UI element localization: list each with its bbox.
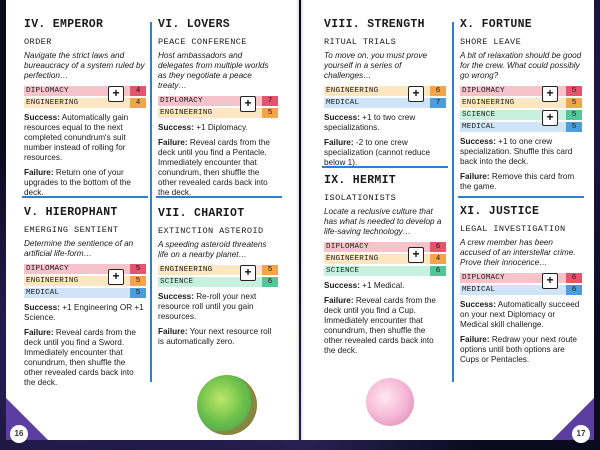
stat-value: 6 — [430, 266, 446, 276]
stat-list — [158, 96, 278, 118]
card-flavor-text: A bit of relaxation should be good for the crew. What could possibly go wrong? — [460, 51, 582, 80]
stat-name: ENGINEERING — [326, 255, 379, 263]
stat-value: 7 — [430, 98, 446, 108]
stat-bar-diplomacy — [24, 86, 146, 96]
page-number-right: 17 — [572, 425, 590, 443]
stat-value: 5 — [566, 110, 582, 120]
failure-text — [24, 168, 146, 198]
success-body: +1 Diplomacy. — [196, 123, 248, 132]
success-body: Automatically gain resources equal to the next completed conundrum's suit number instead of rolling for resources. — [24, 113, 129, 162]
card-subtitle: ISOLATIONISTS — [324, 193, 397, 203]
success-label: Success: — [158, 123, 194, 132]
failure-label: Failure: — [24, 168, 54, 177]
failure-text — [460, 335, 582, 365]
card-title: X. FORTUNE — [460, 18, 533, 31]
stat-name: DIPLOMACY — [462, 87, 505, 95]
stat-list — [324, 86, 446, 108]
failure-label: Failure: — [460, 335, 490, 344]
failure-text — [460, 172, 582, 192]
plus-icon: + — [408, 86, 424, 102]
success-body: Re-roll your next resource roll until you gain resources. — [158, 292, 257, 321]
plus-icon: + — [240, 96, 256, 112]
success-body: +1 Medical. — [362, 281, 405, 290]
failure-body: Reveal cards from the deck until you find a Pentacle. Immediately encounter that conundrum, then shuffle the other revealed cards back into the deck. — [158, 138, 270, 197]
stat-value: 4 — [430, 254, 446, 264]
stat-bar-engineering — [158, 265, 278, 275]
stat-value: 7 — [262, 96, 278, 106]
success-text — [158, 292, 278, 322]
stat-bar-diplomacy — [24, 264, 146, 274]
success-label: Success: — [460, 300, 496, 309]
card-title: VI. LOVERS — [158, 18, 231, 31]
stat-value: 5 — [566, 122, 582, 132]
card-flavor-text: Navigate the strict laws and bureaucracy of a system ruled by perfection… — [24, 51, 145, 80]
stat-name: ENGINEERING — [160, 266, 213, 274]
stat-bar-medical — [460, 122, 582, 132]
stat-name: SCIENCE — [160, 278, 194, 286]
card-subtitle: RITUAL TRIALS — [324, 37, 397, 47]
stat-value: 6 — [430, 86, 446, 96]
stat-value: 5 — [262, 265, 278, 275]
card-subtitle: PEACE CONFERENCE — [158, 37, 247, 47]
stat-bar-diplomacy — [460, 86, 582, 96]
stat-bar-diplomacy — [158, 96, 278, 106]
stat-bar-science — [324, 266, 446, 276]
failure-text — [158, 138, 278, 198]
failure-text — [24, 328, 146, 388]
stat-value: 5 — [566, 98, 582, 108]
stat-name: ENGINEERING — [462, 99, 515, 107]
stat-value: 6 — [262, 277, 278, 287]
stat-value: 6 — [566, 285, 582, 295]
success-body: +1 to one crew specialization. Shuffle this card back into the deck. — [460, 137, 573, 166]
success-body: Automatically succeed on your next Diplomacy or Medical skill challenge. — [460, 300, 580, 329]
stat-bar-engineering — [158, 108, 278, 118]
card-subtitle: SHORE LEAVE — [460, 37, 522, 47]
failure-label: Failure: — [158, 327, 188, 336]
card-subtitle: LEGAL INVESTIGATION — [460, 224, 566, 234]
stat-list — [324, 242, 446, 276]
stat-name: MEDICAL — [26, 289, 60, 297]
success-label: Success: — [324, 281, 360, 290]
stat-bar-engineering — [460, 98, 582, 108]
stat-name: ENGINEERING — [26, 99, 79, 107]
stat-list — [460, 273, 582, 295]
card-flavor-text: To move on, you must prove yourself in a series of challenges… — [324, 51, 428, 80]
page-number-left: 16 — [10, 425, 28, 443]
failure-label: Failure: — [158, 138, 188, 147]
failure-label: Failure: — [324, 138, 354, 147]
success-body: +1 to two crew specializations. — [324, 113, 416, 132]
stat-name: ENGINEERING — [26, 277, 79, 285]
stat-value: 6 — [566, 273, 582, 283]
success-text — [158, 123, 278, 133]
column-divider-right — [452, 22, 454, 382]
card-title: IX. HERMIT — [324, 174, 397, 187]
success-label: Success: — [158, 292, 194, 301]
card-subtitle: EMERGING SENTIENT — [24, 225, 119, 235]
success-text — [324, 113, 446, 133]
card-flavor-text: Host ambassadors and delegates from multiple worlds as they negotiate a peace treaty… — [158, 51, 269, 90]
card-flavor-text: Determine the sentience of an artificial life-form… — [24, 239, 134, 258]
failure-body: Redraw your next route options until both options are Cups or Pentacles. — [460, 335, 577, 364]
stat-name: MEDICAL — [326, 99, 360, 107]
column-divider-left — [150, 22, 152, 382]
green-planet-illustration — [197, 375, 257, 435]
card-title: XI. JUSTICE — [460, 205, 540, 218]
stat-bar-engineering — [24, 276, 146, 286]
success-text — [460, 137, 582, 167]
card-hierophant — [24, 206, 146, 388]
plus-icon: + — [408, 247, 424, 263]
plus-icon: + — [542, 273, 558, 289]
card-flavor-text: A crew member has been accused of an interstellar crime. Prove their innocence… — [460, 238, 576, 267]
failure-body: Reveal cards from the deck until you find a Cup. Immediately encounter that conundrum, then shuffle the other revealed cards back into the deck. — [324, 296, 436, 355]
plus-icon: + — [108, 269, 124, 285]
stat-value: 5 — [566, 86, 582, 96]
stat-name: SCIENCE — [462, 111, 496, 119]
stat-value: 6 — [430, 242, 446, 252]
failure-body: Your next resource roll is automatically zero. — [158, 327, 272, 346]
success-label: Success: — [460, 137, 496, 146]
failure-label: Failure: — [24, 328, 54, 337]
plus-icon: + — [240, 265, 256, 281]
failure-text — [324, 138, 446, 168]
plus-icon: + — [108, 86, 124, 102]
failure-body: Remove this card from the game. — [460, 172, 575, 191]
card-title: V. HIEROPHANT — [24, 206, 118, 219]
stat-value: 4 — [130, 98, 146, 108]
card-hermit — [324, 174, 446, 356]
stat-value: 4 — [130, 86, 146, 96]
success-label: Success: — [24, 113, 60, 122]
failure-body: -2 to one crew specialization (cannot reduce below 1). — [324, 138, 431, 167]
stat-name: DIPLOMACY — [462, 274, 505, 282]
plus-icon: + — [542, 86, 558, 102]
card-strength — [324, 18, 446, 168]
row-divider-fortune — [458, 196, 584, 198]
failure-label: Failure: — [460, 172, 490, 181]
stat-value: 5 — [262, 108, 278, 118]
stat-value: 5 — [130, 264, 146, 274]
stat-name: ENGINEERING — [326, 87, 379, 95]
card-flavor-text: A speeding asteroid threatens life on a nearby planet… — [158, 240, 267, 259]
success-body: +1 Engineering OR +1 Science. — [24, 303, 144, 322]
card-chariot — [158, 207, 278, 347]
stat-name: SCIENCE — [326, 267, 360, 275]
card-fortune — [460, 18, 582, 192]
stat-bar-engineering — [24, 98, 146, 108]
plus-icon: + — [542, 110, 558, 126]
stat-value: 5 — [130, 288, 146, 298]
success-text — [324, 281, 446, 291]
pink-planet-illustration — [366, 378, 414, 426]
stat-name: MEDICAL — [462, 286, 496, 294]
stat-list — [158, 265, 278, 287]
failure-text — [324, 296, 446, 356]
stat-bar-medical — [460, 285, 582, 295]
success-text — [460, 300, 582, 330]
card-title: IV. EMPEROR — [24, 18, 104, 31]
failure-label: Failure: — [324, 296, 354, 305]
card-subtitle: EXTINCTION ASTEROID — [158, 226, 264, 236]
stat-list — [24, 264, 146, 298]
stat-name: DIPLOMACY — [26, 87, 69, 95]
stat-bar-medical — [24, 288, 146, 298]
stat-bar-diplomacy — [324, 242, 446, 252]
book-spine — [296, 0, 304, 440]
card-title: VII. CHARIOT — [158, 207, 245, 220]
success-label: Success: — [24, 303, 60, 312]
failure-body: Reveal cards from the deck until you find a Sword. Immediately encounter that conundrum, then shuffle the other revealed cards back into the deck. — [24, 328, 136, 387]
stat-bar-engineering — [324, 86, 446, 96]
stat-bar-diplomacy — [460, 273, 582, 283]
stat-name: DIPLOMACY — [26, 265, 69, 273]
stat-bar-engineering — [324, 254, 446, 264]
card-subtitle: ORDER — [24, 37, 52, 47]
stat-value: 5 — [130, 276, 146, 286]
card-title: VIII. STRENGTH — [324, 18, 425, 31]
stat-name: DIPLOMACY — [326, 243, 369, 251]
success-text — [24, 303, 146, 323]
stat-list — [460, 86, 582, 132]
card-flavor-text: Locate a reclusive culture that has what is needed to develop a life-saving technology… — [324, 207, 442, 236]
success-label: Success: — [324, 113, 360, 122]
stat-name: DIPLOMACY — [160, 97, 203, 105]
card-emperor — [24, 18, 146, 198]
success-text — [24, 113, 146, 163]
card-justice — [460, 205, 582, 365]
stat-list — [24, 86, 146, 108]
failure-text — [158, 327, 278, 347]
failure-body: Return one of your upgrades to the bottom of the deck. — [24, 168, 131, 197]
stat-bar-science — [158, 277, 278, 287]
card-lovers — [158, 18, 278, 198]
stat-bar-science — [460, 110, 582, 120]
stat-name: MEDICAL — [462, 123, 496, 131]
stat-name: ENGINEERING — [160, 109, 213, 117]
stat-bar-medical — [324, 98, 446, 108]
